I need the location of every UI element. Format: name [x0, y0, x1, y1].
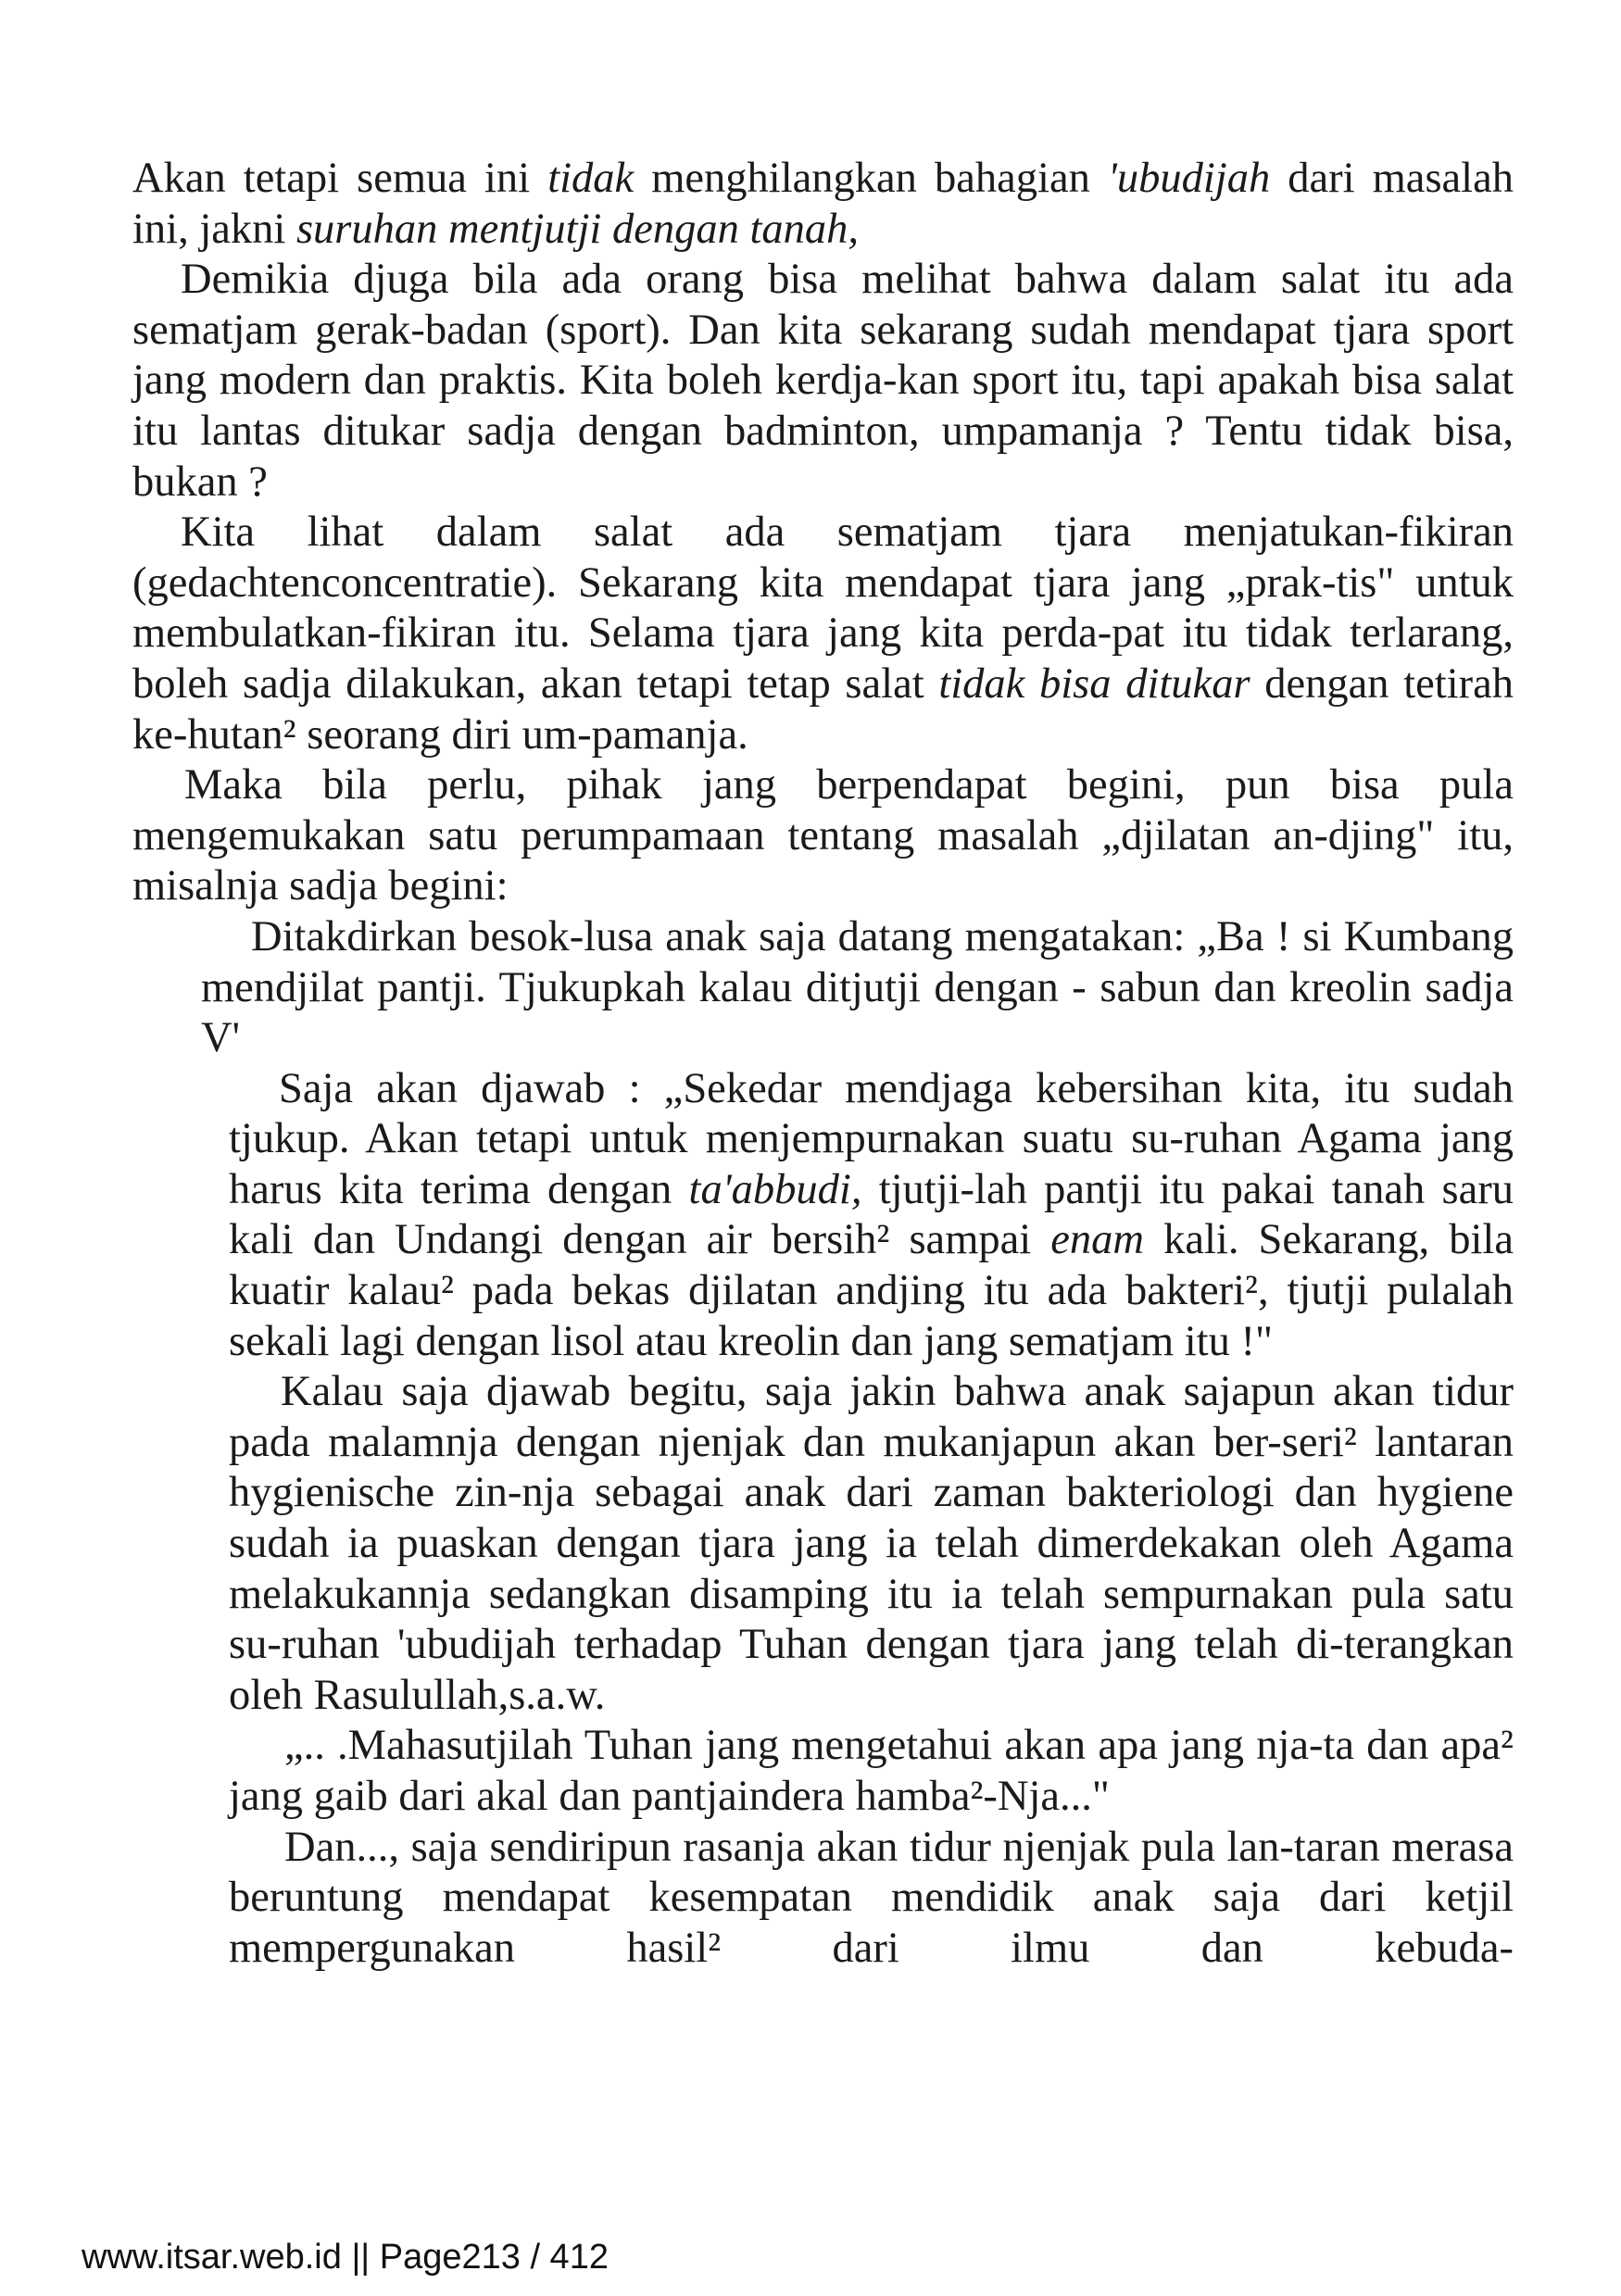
italic-run: tidak bisa ditukar: [938, 659, 1250, 708]
paragraph-1: [132, 154, 1514, 255]
italic-run: tidak: [547, 155, 635, 202]
italic-run: suruhan mentjutji dengan tanah,: [295, 205, 860, 253]
italic-run: enam: [1050, 1216, 1144, 1264]
paragraph-7: Kalau saja djawab begitu, saja jakin bahwa anak sajapun akan tidur pada malamnja dengan njenjak dan mukanjapun akan ber-seri² lantaran hygienische zin-nja sebagai anak dari zaman bakteriologi dan hygiene sudah ia puaskan dengan tjara jang ia telah dimerdekakan oleh Agama melakukannja sedangkan disamping itu ia telah sempurnakan pula satu su-ruhan 'ubudijah terhadap Tuhan dengan tjara jang telah di-terangkan oleh Rasulullah,s.a.w.: [229, 1368, 1514, 1719]
text-run: Kita lihat dalam salat ada sematjam tjara menjatukan-fikiran (gedachtenconcentratie). Sekarang kita mendapat tjara jang „prak-tis" untuk membulatkan-fikiran itu. Selama tjara jang kita perda-pat itu tidak terlarang, boleh sadja dilakukan, akan tetapi tetap salat: [132, 508, 1514, 708]
paragraph-9: Dan..., saja sendiripun rasanja akan tidur njenjak pula lan-taran merasa beruntung mendapat kesempatan mendidik anak saja dari ketjil mempergunakan hasil² dari ilmu dan kebuda-: [229, 1823, 1514, 1972]
paragraph-8: „.. .Mahasutjilah Tuhan jang mengetahui akan apa jang nja-ta dan apa² jang gaib dari akal dan pantjaindera hamba²-Nja...": [229, 1722, 1514, 1820]
italic-run: 'ubudijah: [1107, 155, 1271, 202]
paragraph-4: Maka bila perlu, pihak jang berpendapat begini, pun bisa pula mengemukakan satu perumpamaan tentang masalah „djilatan an-djing" itu, misalnja sadja begini:: [132, 761, 1514, 910]
text-run: Akan tetapi semua ini: [132, 155, 548, 202]
text-run: dari masalah ini, jakni: [132, 155, 1514, 253]
paragraph-6: [229, 1064, 1514, 1368]
paragraph-2: Demikia djuga bila ada orang bisa melihat bahwa dalam salat itu ada sematjam gerak-badan (sport). Dan kita sekarang sudah mendapat tjara sport jang modern dan praktis. Kita boleh kerdja-kan sport itu, tapi apakah bisa salat itu lantas ditukar sadja dengan badminton, umpamanja ? Tentu tidak bisa, bukan ?: [132, 256, 1514, 506]
text-run: dengan tetirah ke-hutan² seorang diri um-pamanja.: [132, 659, 1514, 759]
text-run: menghilangkan bahagian: [634, 155, 1108, 202]
text-run: Saja akan djawab : „Sekedar mendjaga kebersihan kita, itu sudah tjukup. Akan tetapi untuk menjempurnakan suatu su-ruhan Agama jang harus kita terima dengan: [229, 1064, 1514, 1213]
page-footer: www.itsar.web.id || Page213 / 412: [82, 2238, 609, 2277]
paragraph-3: [132, 508, 1514, 760]
text-run: tjutji-lah pantji itu pakai tanah saru kali dan Undangi dengan air bersih² sampai: [229, 1165, 1514, 1264]
italic-run: ta'abbudi,: [688, 1165, 862, 1213]
text-run: kali. Sekarang, bila kuatir kalau² pada bekas djilatan andjing itu ada bakteri², tjutji pulalah sekali lagi dengan lisol atau kreolin dan jang sematjam itu !": [229, 1216, 1514, 1365]
body-text: [132, 154, 1514, 1974]
paragraph-5: Ditakdirkan besok-lusa anak saja datang mengatakan: „Ba ! si Kumbang mendjilat pantji. Tjukupkah kalau ditjutji dengan - sabun dan kreolin sadja V': [201, 912, 1514, 1062]
